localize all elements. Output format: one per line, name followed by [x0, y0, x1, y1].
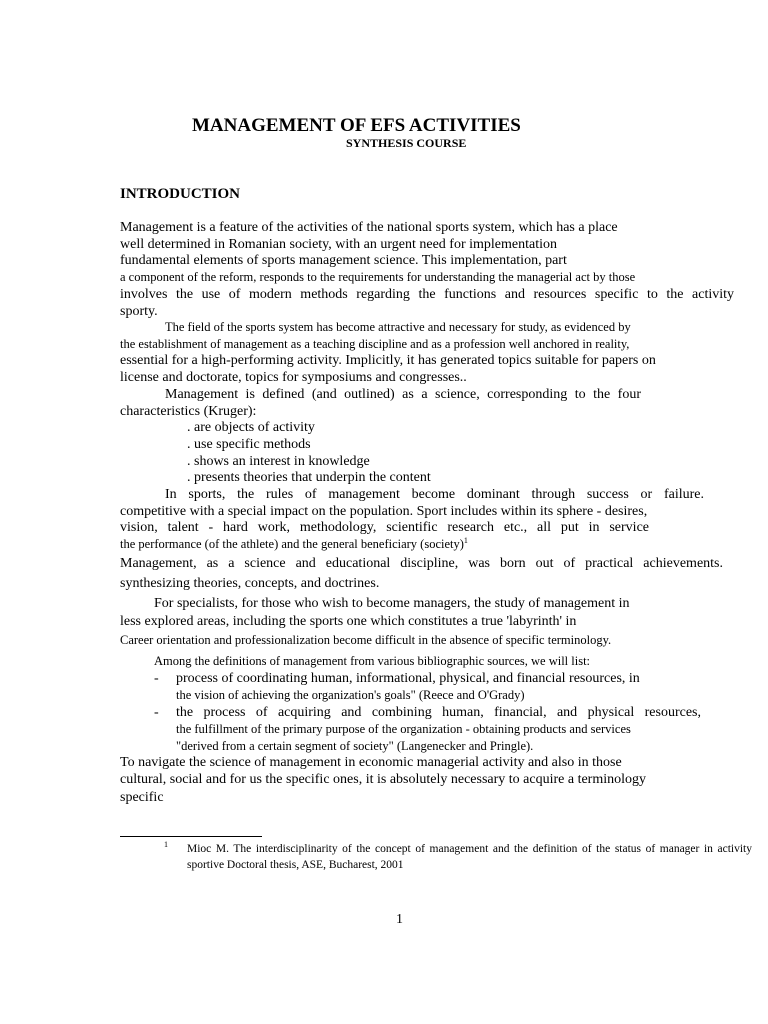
- document-subtitle: SYNTHESIS COURSE: [346, 136, 467, 150]
- list-bullet: -: [154, 705, 159, 720]
- body-line: characteristics (Kruger):: [120, 404, 257, 419]
- list-item: . are objects of activity: [187, 420, 315, 435]
- body-line: the establishment of management as a teaching discipline and as a profession well anchored in reality,: [120, 337, 630, 351]
- list-item: . shows an interest in knowledge: [187, 454, 370, 469]
- body-line: Management is defined (and outlined) as a science, corresponding to the four: [165, 387, 641, 402]
- body-line: synthesizing theories, concepts, and doctrines.: [120, 576, 380, 591]
- page-number: 1: [396, 912, 403, 927]
- list-item: . use specific methods: [187, 437, 311, 452]
- body-line: Management is a feature of the activities of the national sports system, which has a place: [120, 220, 618, 235]
- footnote-divider: [120, 836, 262, 837]
- body-line: To navigate the science of management in economic managerial activity and also in those: [120, 755, 622, 770]
- section-heading: INTRODUCTION: [120, 186, 241, 202]
- body-line: vision, talent - hard work, methodology, scientific research etc., all put in service: [120, 520, 649, 535]
- list-item: "derived from a certain segment of society" (Langenecker and Pringle).: [176, 739, 534, 753]
- body-line: The field of the sports system has become attractive and necessary for study, as evidenced by: [165, 320, 631, 334]
- body-line: Career orientation and professionalization become difficult in the absence of specific terminology.: [120, 633, 612, 647]
- document-title: MANAGEMENT OF EFS ACTIVITIES: [192, 115, 521, 136]
- body-line: competitive with a special impact on the population. Sport includes within its sphere - desires,: [120, 504, 648, 519]
- list-item: the fulfillment of the primary purpose of the organization - obtaining products and services: [176, 722, 631, 736]
- footnote-number: 1: [164, 840, 168, 849]
- body-line-text: the performance (of the athlete) and the general beneficiary (society): [120, 537, 464, 551]
- body-line: Among the definitions of management from various bibliographic sources, we will list:: [154, 654, 591, 668]
- body-line: involves the use of modern methods regarding the functions and resources specific to the activity: [120, 287, 734, 302]
- body-line: For specialists, for those who wish to become managers, the study of management in: [154, 596, 630, 611]
- body-line: In sports, the rules of management become dominant through success or failure.: [165, 487, 704, 502]
- footnote-text: sportive Doctoral thesis, ASE, Bucharest, 2001: [187, 859, 404, 871]
- body-line: less explored areas, including the sports one which constitutes a true 'labyrinth' in: [120, 614, 577, 629]
- footnote-reference: 1: [463, 535, 468, 545]
- body-line: a component of the reform, responds to the requirements for understanding the managerial act by those: [120, 270, 636, 284]
- body-line: cultural, social and for us the specific ones, it is absolutely necessary to acquire a terminology: [120, 772, 647, 787]
- body-line: [120, 537, 468, 551]
- list-bullet: -: [154, 671, 159, 686]
- body-line: specific: [120, 790, 164, 805]
- body-line: fundamental elements of sports management science. This implementation, part: [120, 253, 567, 268]
- body-line: license and doctorate, topics for symposiums and congresses..: [120, 370, 467, 385]
- body-line: essential for a high-performing activity. Implicitly, it has generated topics suitable for papers on: [120, 353, 656, 368]
- footnote-text: Mioc M. The interdisciplinarity of the concept of management and the definition of the status of manager in activity: [187, 843, 752, 855]
- list-item: the process of acquiring and combining human, financial, and physical resources,: [176, 705, 701, 720]
- list-item: . presents theories that underpin the content: [187, 470, 431, 485]
- body-line: sporty.: [120, 304, 158, 319]
- list-item: process of coordinating human, informational, physical, and financial resources, in: [176, 671, 640, 686]
- body-line: Management, as a science and educational discipline, was born out of practical achievements.: [120, 556, 723, 571]
- body-line: well determined in Romanian society, with an urgent need for implementation: [120, 237, 557, 252]
- list-item: the vision of achieving the organization's goals" (Reece and O'Grady): [176, 688, 525, 702]
